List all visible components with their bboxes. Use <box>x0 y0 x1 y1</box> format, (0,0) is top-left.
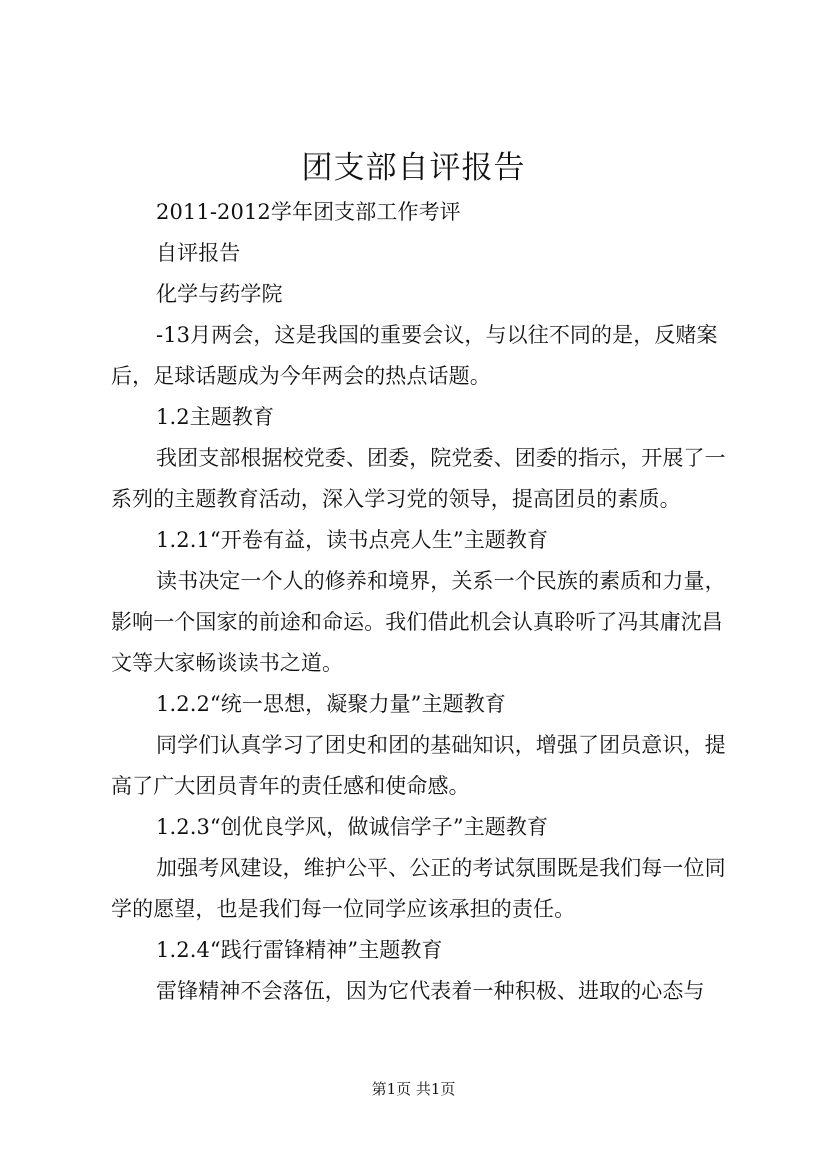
body-paragraph: 我团支部根据校党委、团委，院党委、团委的指示，开展了一系列的主题教育活动，深入学习党的领导，提高团员的素质。 <box>111 446 726 511</box>
section-heading: 1.2.4“践行雷锋精神”主题教育 <box>156 938 443 962</box>
page-footer: 第1页 共1页 <box>371 1080 456 1098</box>
section-heading: 1.2主题教育 <box>156 405 275 429</box>
body-paragraph: -13月两会，这是我国的重要会议，与以往不同的是，反赌案后，足球话题成为今年两会的热点话题。 <box>111 323 718 388</box>
body-paragraph: 2011-2012学年团支部工作考评 <box>156 200 461 224</box>
section-heading: 1.2.1“开卷有益，读书点亮人生”主题教育 <box>156 528 549 552</box>
document-title: 团支部自评报告 <box>301 150 526 186</box>
document-body <box>111 192 739 1012</box>
section-heading: 1.2.3“创优良学风，做诚信学子”主题教育 <box>156 815 549 839</box>
body-paragraph: 雷锋精神不会落伍，因为它代表着一种积极、进取的心态与 <box>156 979 705 1003</box>
body-paragraph: 加强考风建设，维护公平、公正的考试氛围既是我们每一位同学的愿望，也是我们每一位同学应该承担的责任。 <box>111 856 726 921</box>
section-heading: 1.2.2“统一思想，凝聚力量”主题教育 <box>156 692 506 716</box>
body-paragraph: 同学们认真学习了团史和团的基础知识，增强了团员意识，提高了广大团员青年的责任感和使命感。 <box>111 733 726 798</box>
body-paragraph: 自评报告 <box>156 241 241 265</box>
body-paragraph: 化学与药学院 <box>156 282 283 306</box>
body-paragraph: 读书决定一个人的修养和境界，关系一个民族的素质和力量，影响一个国家的前途和命运。我们借此机会认真聆听了冯其庸沈昌文等大家畅谈读书之道。 <box>111 569 726 675</box>
